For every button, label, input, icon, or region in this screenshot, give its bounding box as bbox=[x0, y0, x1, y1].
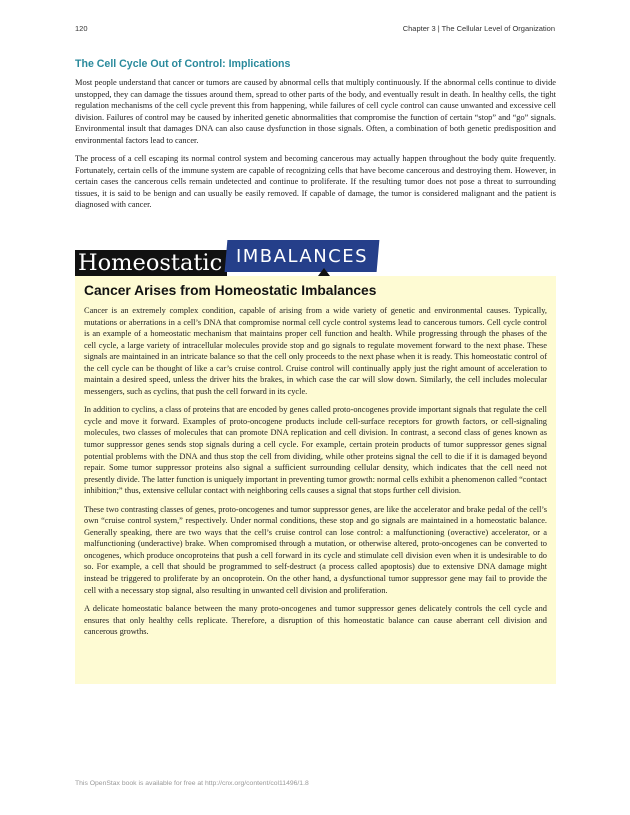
page-number: 120 bbox=[75, 24, 88, 33]
intro-paragraph: The process of a cell escaping its normal control system and becoming cancerous may actually happen throughout the body quite frequently. Fortunately, certain cells of the immune system are capable of recognizing cells that have become cancerous and destroying them. However, in certain cases the cancerous cells remain undetected and continue to proliferate. If the resulting tumor does not pose a threat to surrounding tissues, it is said to be benign and can usually be easily removed. If capable of damage, the tumor is considered malignant and the patient is diagnosed with cancer. bbox=[75, 154, 556, 210]
callout-paragraph: These two contrasting classes of genes, proto-oncogenes and tumor suppressor genes, are like the accelerator and brake pedal of the cell’s own “cruise control system,” respectively. Under normal conditions, these stop and go signals are maintained in a homeostatic balance. Generally speaking, there are two ways that the cell’s cruise control can lose control: a malfunctioning (overactive) accelerator, or a malfunctioning (underactive) brake. When compromised through a mutation, or otherwise altered, proto-oncogenes can be converted to oncogenes, which produce oncoproteins that push a cell forward in its cycle and stimulate cell division even when it is undesirable to do so. For example, a cell that should be programmed to self-destruct (a process called apoptosis) due to extensive DNA damage might instead be triggered to proliferate by an oncoprotein. On the other hand, a dysfunctional tumor suppressor gene may fail to provide the cell with a necessary stop signal, also resulting in unwanted cell division and proliferation. bbox=[84, 504, 547, 595]
intro-paragraph: Most people understand that cancer or tumors are caused by abnormal cells that multiply continuously. If the abnormal cells continue to divide unstopped, they can damage the tissues around them, spread to other parts of the body, and eventually result in death. In healthy cells, the tight regulation mechanisms of the cell cycle prevent this from happening, while failures of cell cycle control can cause unwanted and excessive cell division. Failures of control may be caused by inherited genetic abnormalities that compromise the function of certain “stop” and “go” signals. Environmental insult that damages DNA can also cause dysfunction in those signals. Often, a combination of both genetic predisposition and environmental factors lead to cancer. bbox=[75, 78, 556, 145]
section-title: The Cell Cycle Out of Control: Implications bbox=[75, 58, 291, 70]
banner-pointer-icon bbox=[318, 268, 330, 276]
banner-imbalances-label: IMBALANCES bbox=[235, 245, 369, 267]
chapter-title: Chapter 3 | The Cellular Level of Organization bbox=[402, 24, 555, 33]
callout-paragraph: In addition to cyclins, a class of proteins that are encoded by genes called proto-oncogenes provide important signals that regulate the cell cycle and move it forward. Examples of proto-oncogene products include cell-surface receptors for growth factors, or cell-signaling molecules, two classes of molecules that can promote DNA replication and cell division. In contrast, a second class of genes known as tumor suppressor genes sends stop signals during a cell cycle. For example, certain protein products of tumor suppressor genes signal potential problems with the DNA and thus stop the cell from dividing, while other proteins signal the cell to die if it is damaged beyond repair. Some tumor suppressor proteins also signal a sufficient surrounding cellular density, which indicates that the cell need not presently divide. The latter function is uniquely important in preventing tumor growth: normal cells exhibit a phenomenon called “contact inhibition;” thus, extensive cellular contact with neighboring cells causes a signal that stops further cell division. bbox=[84, 405, 547, 496]
intro-text bbox=[75, 77, 556, 218]
callout-body bbox=[84, 305, 547, 645]
banner-homeostatic-label: Homeostatic bbox=[78, 250, 223, 276]
page-footer: This OpenStax book is available for free at http://cnx.org/content/col11496/1.8 bbox=[75, 780, 309, 787]
callout-title: Cancer Arises from Homeostatic Imbalances bbox=[84, 283, 377, 298]
page-header bbox=[75, 24, 555, 38]
callout-paragraph: Cancer is an extremely complex condition, capable of arising from a wide variety of genetic and environmental causes. Typically, mutations or aberrations in a cell’s DNA that compromise normal cell cycle control systems lead to cancerous tumors. Cell cycle control is an example of a homeostatic mechanism that maintains proper cell function and health. While progressing through the phases of the cell cycle, a large variety of intracellular molecules provide stop and go signals to regulate movement forward to the next phase. These signals are maintained in an intricate balance so that the cell only proceeds to the next phase when it is ready. This homeostatic control of the cell cycle can be thought of like a car’s cruise control. Cruise control will continually apply just the right amount of acceleration to maintain a desired speed, unless the driver hits the brakes, in which case the car will slow down. Similarly, the cell includes molecular messengers, such as cyclins, that push the cell forward in its cycle. bbox=[84, 306, 547, 396]
callout-paragraph: A delicate homeostatic balance between the many proto-oncogenes and tumor suppressor genes delicately controls the cell cycle and ensures that only healthy cells replicate. Therefore, a disruption of this homeostatic balance can cause aberrant cell division and cancerous growths. bbox=[84, 604, 547, 637]
banner-imbalances-badge bbox=[225, 240, 380, 272]
